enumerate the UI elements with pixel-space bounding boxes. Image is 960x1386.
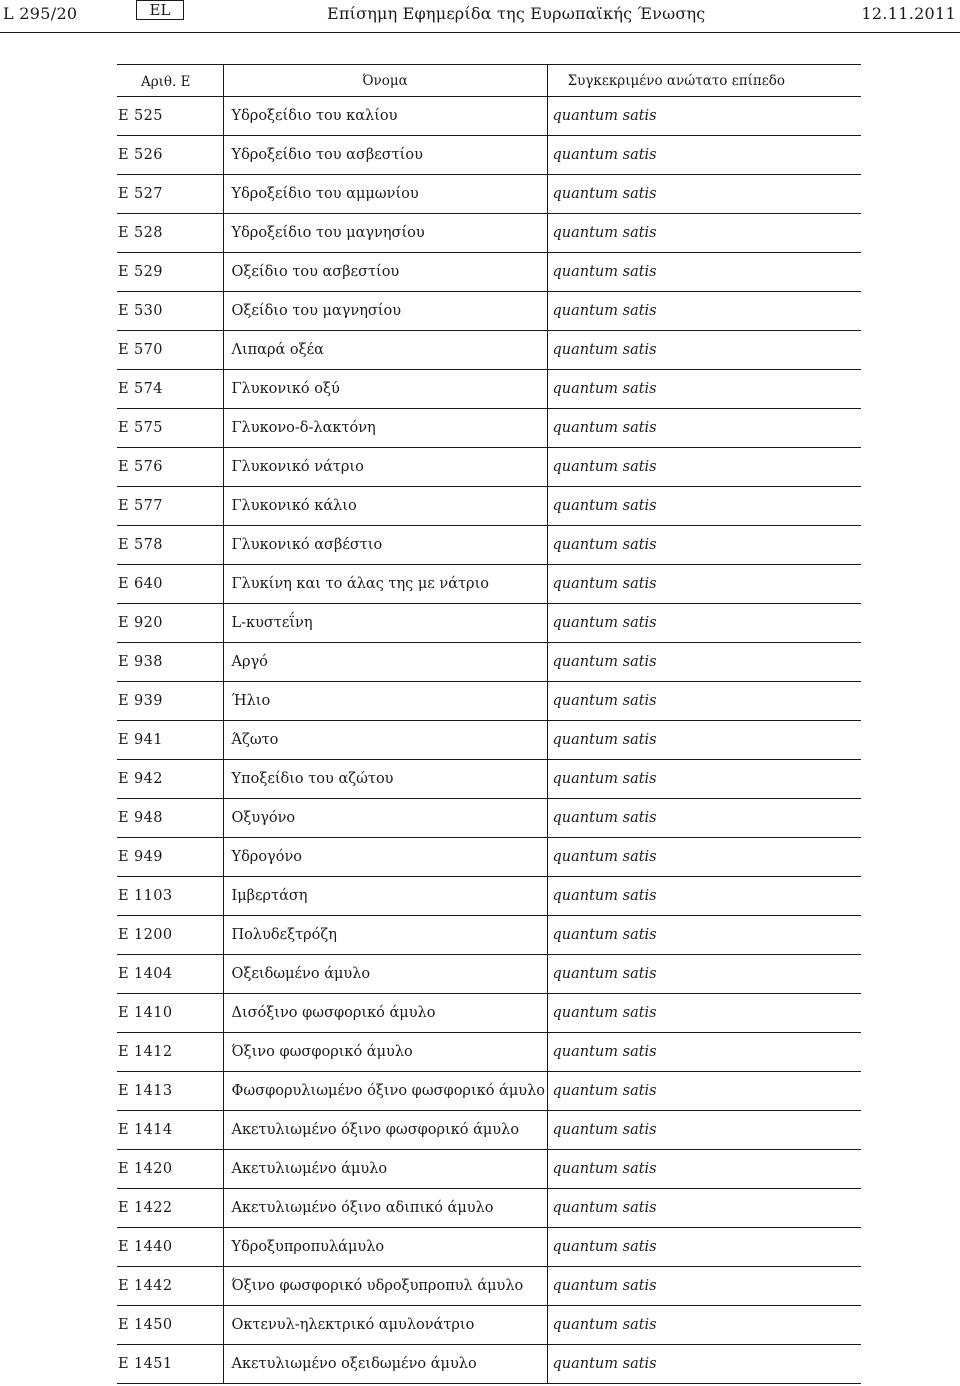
e-number-cell: E 575	[117, 409, 223, 448]
e-number-cell: E 938	[117, 643, 223, 682]
column-header-max-level: Συγκεκριμένο ανώτατο επίπεδο	[547, 65, 861, 97]
e-number-cell: E 577	[117, 487, 223, 526]
e-number-cell: E 1420	[117, 1150, 223, 1189]
max-level-cell: quantum satis	[547, 1111, 861, 1150]
max-level-cell: quantum satis	[547, 682, 861, 721]
table-row	[117, 1150, 861, 1189]
max-level-cell: quantum satis	[547, 1267, 861, 1306]
e-number-cell: E 1413	[117, 1072, 223, 1111]
table-row	[117, 214, 861, 253]
table-header	[117, 65, 861, 97]
e-number-cell: E 530	[117, 292, 223, 331]
additive-name-cell: Γλυκονο-δ-λακτόνη	[223, 409, 547, 448]
additive-name-cell: Οξυγόνο	[223, 799, 547, 838]
additive-name-cell: Ακετυλιωμένο οξειδωμένο άμυλο	[223, 1345, 547, 1384]
additive-name-cell: Υδροξυπροπυλάμυλο	[223, 1228, 547, 1267]
max-level-cell: quantum satis	[547, 136, 861, 175]
max-level-cell: quantum satis	[547, 448, 861, 487]
max-level-cell: quantum satis	[547, 955, 861, 994]
journal-title: Επίσημη Εφημερίδα της Ευρωπαϊκής Ένωσης	[327, 4, 706, 23]
additive-name-cell: Άζωτο	[223, 721, 547, 760]
page-reference: L 295/20	[3, 4, 78, 23]
e-number-cell: E 939	[117, 682, 223, 721]
additives-table-container	[117, 64, 861, 1384]
e-number-cell: E 640	[117, 565, 223, 604]
max-level-cell: quantum satis	[547, 1150, 861, 1189]
e-number-cell: E 941	[117, 721, 223, 760]
table-row	[117, 877, 861, 916]
additive-name-cell: Υδρογόνο	[223, 838, 547, 877]
max-level-cell: quantum satis	[547, 1306, 861, 1345]
additive-name-cell: Υδροξείδιο του καλίου	[223, 97, 547, 136]
max-level-cell: quantum satis	[547, 331, 861, 370]
table-row	[117, 1228, 861, 1267]
table-row	[117, 487, 861, 526]
table-row	[117, 994, 861, 1033]
header-rule	[0, 32, 960, 33]
max-level-cell: quantum satis	[547, 526, 861, 565]
max-level-cell: quantum satis	[547, 409, 861, 448]
max-level-cell: quantum satis	[547, 994, 861, 1033]
max-level-cell: quantum satis	[547, 1228, 861, 1267]
table-row	[117, 1306, 861, 1345]
additive-name-cell: Γλυκονικό οξύ	[223, 370, 547, 409]
max-level-cell: quantum satis	[547, 253, 861, 292]
max-level-cell: quantum satis	[547, 604, 861, 643]
e-number-cell: E 1200	[117, 916, 223, 955]
additive-name-cell: Υδροξείδιο του μαγνησίου	[223, 214, 547, 253]
e-number-cell: E 578	[117, 526, 223, 565]
max-level-cell: quantum satis	[547, 487, 861, 526]
additive-name-cell: Υδροξείδιο του ασβεστίου	[223, 136, 547, 175]
max-level-cell: quantum satis	[547, 97, 861, 136]
table-row	[117, 799, 861, 838]
table-row	[117, 526, 861, 565]
e-number-cell: E 1442	[117, 1267, 223, 1306]
e-number-cell: E 1414	[117, 1111, 223, 1150]
e-number-cell: E 527	[117, 175, 223, 214]
additive-name-cell: Ακετυλιωμένο άμυλο	[223, 1150, 547, 1189]
e-number-cell: E 1103	[117, 877, 223, 916]
table-row	[117, 448, 861, 487]
table-row	[117, 760, 861, 799]
additive-name-cell: Υδροξείδιο του αμμωνίου	[223, 175, 547, 214]
table-row	[117, 1111, 861, 1150]
table-row	[117, 1267, 861, 1306]
max-level-cell: quantum satis	[547, 721, 861, 760]
e-number-cell: E 1450	[117, 1306, 223, 1345]
max-level-cell: quantum satis	[547, 799, 861, 838]
max-level-cell: quantum satis	[547, 370, 861, 409]
table-row	[117, 97, 861, 136]
max-level-cell: quantum satis	[547, 877, 861, 916]
max-level-cell: quantum satis	[547, 214, 861, 253]
e-number-cell: E 576	[117, 448, 223, 487]
e-number-cell: E 574	[117, 370, 223, 409]
max-level-cell: quantum satis	[547, 1033, 861, 1072]
additive-name-cell: Γλυκονικό νάτριο	[223, 448, 547, 487]
max-level-cell: quantum satis	[547, 838, 861, 877]
e-number-cell: E 1440	[117, 1228, 223, 1267]
table-row	[117, 292, 861, 331]
e-number-cell: E 526	[117, 136, 223, 175]
table-row	[117, 1033, 861, 1072]
table-row	[117, 916, 861, 955]
additive-name-cell: Ακετυλιωμένο όξινο φωσφορικό άμυλο	[223, 1111, 547, 1150]
table-row	[117, 604, 861, 643]
e-number-cell: E 1412	[117, 1033, 223, 1072]
additive-name-cell: Οξείδιο του ασβεστίου	[223, 253, 547, 292]
additive-name-cell: Γλυκίνη και το άλας της με νάτριο	[223, 565, 547, 604]
table-row	[117, 1345, 861, 1384]
table-row	[117, 955, 861, 994]
additives-table	[117, 64, 861, 1384]
max-level-cell: quantum satis	[547, 643, 861, 682]
table-row	[117, 565, 861, 604]
table-row	[117, 175, 861, 214]
table-row	[117, 409, 861, 448]
additive-name-cell: L-κυστεΐνη	[223, 604, 547, 643]
additive-name-cell: Αργό	[223, 643, 547, 682]
additive-name-cell: Υποξείδιο του αζώτου	[223, 760, 547, 799]
e-number-cell: E 529	[117, 253, 223, 292]
table-row	[117, 682, 861, 721]
max-level-cell: quantum satis	[547, 1189, 861, 1228]
max-level-cell: quantum satis	[547, 760, 861, 799]
table-body	[117, 97, 861, 1384]
table-header-row	[117, 65, 861, 97]
e-number-cell: E 948	[117, 799, 223, 838]
additive-name-cell: Ακετυλιωμένο όξινο αδιπικό άμυλο	[223, 1189, 547, 1228]
additive-name-cell: Οκτενυλ-ηλεκτρικό αμυλονάτριο	[223, 1306, 547, 1345]
max-level-cell: quantum satis	[547, 175, 861, 214]
additive-name-cell: Γλυκονικό ασβέστιο	[223, 526, 547, 565]
e-number-cell: E 942	[117, 760, 223, 799]
e-number-cell: E 525	[117, 97, 223, 136]
max-level-cell: quantum satis	[547, 565, 861, 604]
e-number-cell: E 949	[117, 838, 223, 877]
e-number-cell: E 920	[117, 604, 223, 643]
table-row	[117, 136, 861, 175]
additive-name-cell: Δισόξινο φωσφορικό άμυλο	[223, 994, 547, 1033]
table-row	[117, 331, 861, 370]
language-code-box: EL	[136, 0, 184, 20]
table-row	[117, 643, 861, 682]
max-level-cell: quantum satis	[547, 1345, 861, 1384]
additive-name-cell: Φωσφορυλιωμένο όξινο φωσφορικό άμυλο	[223, 1072, 547, 1111]
table-row	[117, 1189, 861, 1228]
additive-name-cell: Ιμβερτάση	[223, 877, 547, 916]
max-level-cell: quantum satis	[547, 292, 861, 331]
additive-name-cell: Λιπαρά οξέα	[223, 331, 547, 370]
max-level-cell: quantum satis	[547, 916, 861, 955]
e-number-cell: E 570	[117, 331, 223, 370]
additive-name-cell: Όξινο φωσφορικό υδροξυπροπυλ άμυλο	[223, 1267, 547, 1306]
additive-name-cell: Ήλιο	[223, 682, 547, 721]
additive-name-cell: Όξινο φωσφορικό άμυλο	[223, 1033, 547, 1072]
additive-name-cell: Πολυδεξτρόζη	[223, 916, 547, 955]
table-row	[117, 721, 861, 760]
additive-name-cell: Οξείδιο του μαγνησίου	[223, 292, 547, 331]
table-row	[117, 253, 861, 292]
e-number-cell: E 528	[117, 214, 223, 253]
additive-name-cell: Οξειδωμένο άμυλο	[223, 955, 547, 994]
table-row	[117, 838, 861, 877]
table-row	[117, 370, 861, 409]
max-level-cell: quantum satis	[547, 1072, 861, 1111]
publication-date: 12.11.2011	[861, 4, 956, 23]
column-header-e-number: Αριθ. Ε	[117, 65, 223, 97]
page-header	[0, 0, 960, 34]
e-number-cell: E 1410	[117, 994, 223, 1033]
additive-name-cell: Γλυκονικό κάλιο	[223, 487, 547, 526]
table-row	[117, 1072, 861, 1111]
e-number-cell: E 1451	[117, 1345, 223, 1384]
column-header-name: Όνομα	[223, 65, 547, 97]
e-number-cell: E 1422	[117, 1189, 223, 1228]
e-number-cell: E 1404	[117, 955, 223, 994]
